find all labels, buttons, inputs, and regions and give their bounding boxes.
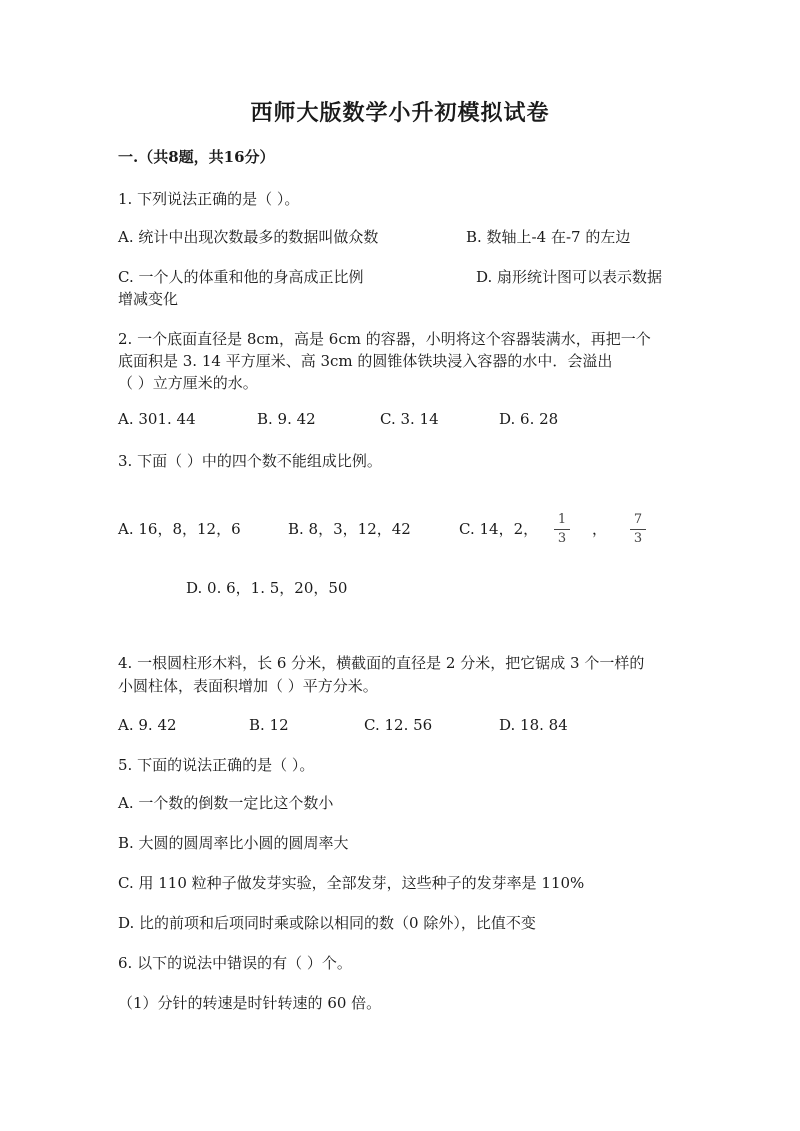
question-4-option-a: A. 9. 42 bbox=[118, 716, 177, 734]
question-4-option-d: D. 18. 84 bbox=[499, 716, 568, 734]
question-2-option-b: B. 9. 42 bbox=[257, 410, 316, 428]
question-6-item-1: （1）分针的转速是时针转速的 60 倍。 bbox=[118, 994, 382, 1012]
question-3-stem: 3. 下面（ ）中的四个数不能组成比例。 bbox=[118, 452, 382, 470]
question-2-option-d: D. 6. 28 bbox=[499, 410, 559, 428]
fraction-numerator: 7 bbox=[633, 512, 643, 527]
fraction-one-third bbox=[552, 512, 572, 547]
fraction-bar bbox=[554, 529, 570, 530]
question-2-option-c: C. 3. 14 bbox=[380, 410, 439, 428]
question-1-option-d: D. 扇形统计图可以表示数据 bbox=[476, 268, 663, 286]
question-3-option-c: C. 14，2， bbox=[459, 520, 539, 538]
question-3-option-b: B. 8，3，12，42 bbox=[288, 520, 411, 538]
question-4-stem-line-1: 4. 一根圆柱形木料，长 6 分米，横截面的直径是 2 分米，把它锯成 3 个一样的 bbox=[118, 654, 645, 672]
question-2-stem-line-1: 2. 一个底面直径是 8cm，高是 6cm 的容器，小明将这个容器装满水，再把一个 bbox=[118, 330, 651, 348]
fraction-numerator: 1 bbox=[557, 512, 567, 527]
question-4-option-c: C. 12. 56 bbox=[364, 716, 433, 734]
question-1-option-c: C. 一个人的体重和他的身高成正比例 bbox=[118, 268, 364, 286]
question-3-option-a: A. 16，8，12，6 bbox=[118, 520, 241, 538]
fraction-seven-thirds bbox=[628, 512, 648, 547]
section-heading: 一.（共8题，共16分） bbox=[118, 148, 275, 166]
question-5-option-a: A. 一个数的倒数一定比这个数小 bbox=[118, 794, 334, 812]
page-title: 西师大版数学小升初模拟试卷 bbox=[250, 100, 550, 126]
question-1-stem: 1. 下列说法正确的是（ ）。 bbox=[118, 190, 300, 208]
fraction-denominator: 3 bbox=[557, 531, 567, 546]
question-5-option-b: B. 大圆的圆周率比小圆的圆周率大 bbox=[118, 834, 349, 852]
question-5-option-c: C. 用 110 粒种子做发芽实验，全部发芽，这些种子的发芽率是 110% bbox=[118, 874, 585, 892]
question-3-option-d: D. 0. 6，1. 5，20，50 bbox=[186, 579, 348, 597]
question-5-option-d: D. 比的前项和后项同时乘或除以相同的数（0 除外），比值不变 bbox=[118, 914, 536, 932]
question-3-option-c-separator: ， bbox=[592, 520, 608, 538]
question-1-option-b: B. 数轴上-4 在-7 的左边 bbox=[466, 228, 631, 246]
question-1-option-d-continued: 增减变化 bbox=[118, 290, 179, 308]
question-2-option-a: A. 301. 44 bbox=[118, 410, 196, 428]
question-4-option-b: B. 12 bbox=[249, 716, 289, 734]
question-4-stem-line-2: 小圆柱体，表面积增加（ ）平方分米。 bbox=[118, 677, 378, 695]
question-2-stem-line-2: 底面积是 3. 14 平方厘米、高 3cm 的圆锥体铁块浸入容器的水中．会溢出 bbox=[118, 352, 613, 370]
question-5-stem: 5. 下面的说法正确的是（ ）。 bbox=[118, 756, 315, 774]
question-6-stem: 6. 以下的说法中错误的有（ ）个。 bbox=[118, 954, 352, 972]
question-2-stem-line-3: （ ）立方厘米的水。 bbox=[118, 374, 258, 392]
fraction-denominator: 3 bbox=[633, 531, 643, 546]
question-1-option-a: A. 统计中出现次数最多的数据叫做众数 bbox=[118, 228, 379, 246]
fraction-bar bbox=[630, 529, 646, 530]
